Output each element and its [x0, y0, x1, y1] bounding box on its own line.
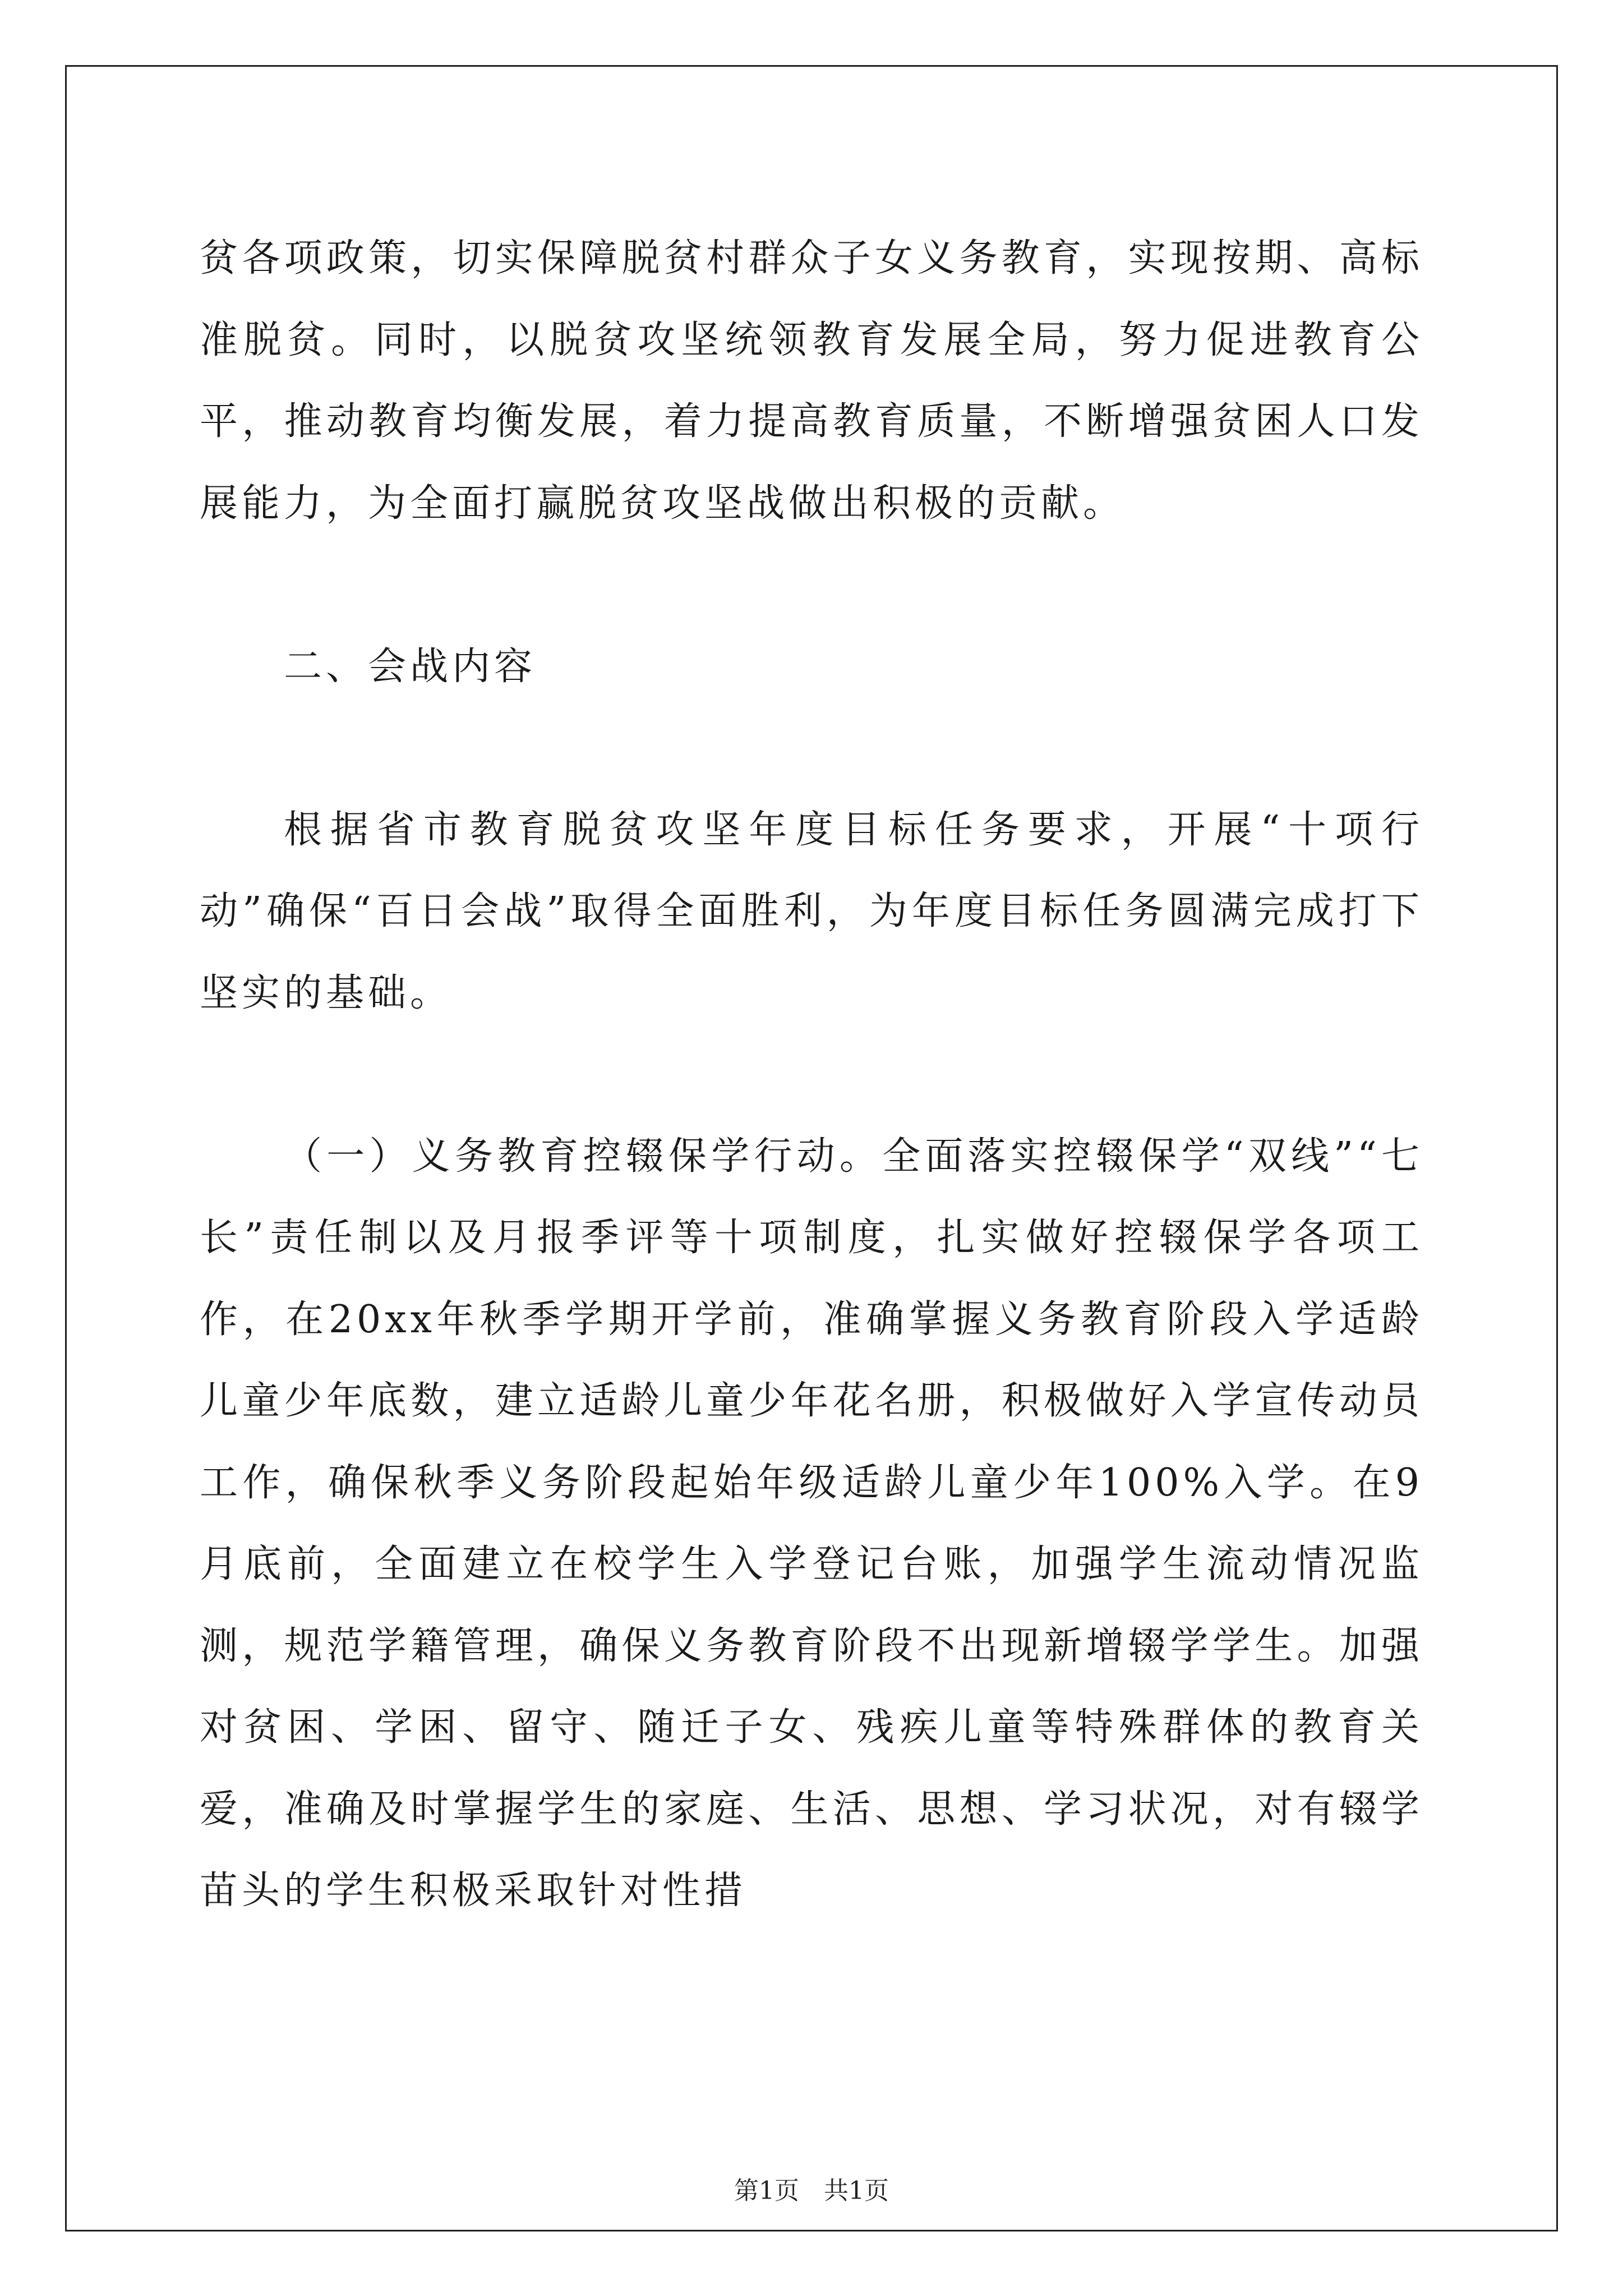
- paragraph-continuation: 贫各项政策，切实保障脱贫村群众子女义务教育，实现按期、高标准脱贫。同时，以脱贫攻坚统领教育发展全局，努力促进教育公平，推动教育均衡发展，着力提高教育质量，不断增强贫困人口发展能力，为全面打赢脱贫攻坚战做出积极的贡献。: [200, 236, 1423, 526]
- document-body: [200, 218, 1423, 1932]
- section-heading: 二、会战内容: [284, 644, 537, 689]
- paragraph-action-one: （一）义务教育控辍保学行动。全面落实控辍保学“双线”“七长”责任制以及月报季评等十项制度，扎实做好控辍保学各项工作，在20xx年秋季学期开学前，准确掌握义务教育阶段入学适龄儿童少年底数，建立适龄儿童少年花名册，积极做好入学宣传动员工作，确保秋季义务阶段起始年级适龄儿童少年100%入学。在9月底前，全面建立在校学生入学登记台账，加强学生流动情况监测，规范学籍管理，确保义务教育阶段不出现新增辍学学生。加强对贫困、学困、留守、随迁子女、残疾儿童等特殊群体的教育关爱，准确及时掌握学生的家庭、生活、思想、学习状况，对有辍学苗头的学生积极采取针对性措: [200, 1134, 1424, 1913]
- paragraph-intro: 根据省市教育脱贫攻坚年度目标任务要求，开展“十项行动”确保“百日会战”取得全面胜利，为年度目标任务圆满完成打下坚实的基础。: [200, 807, 1423, 1015]
- page-footer: 第1页 共1页: [734, 2177, 889, 2205]
